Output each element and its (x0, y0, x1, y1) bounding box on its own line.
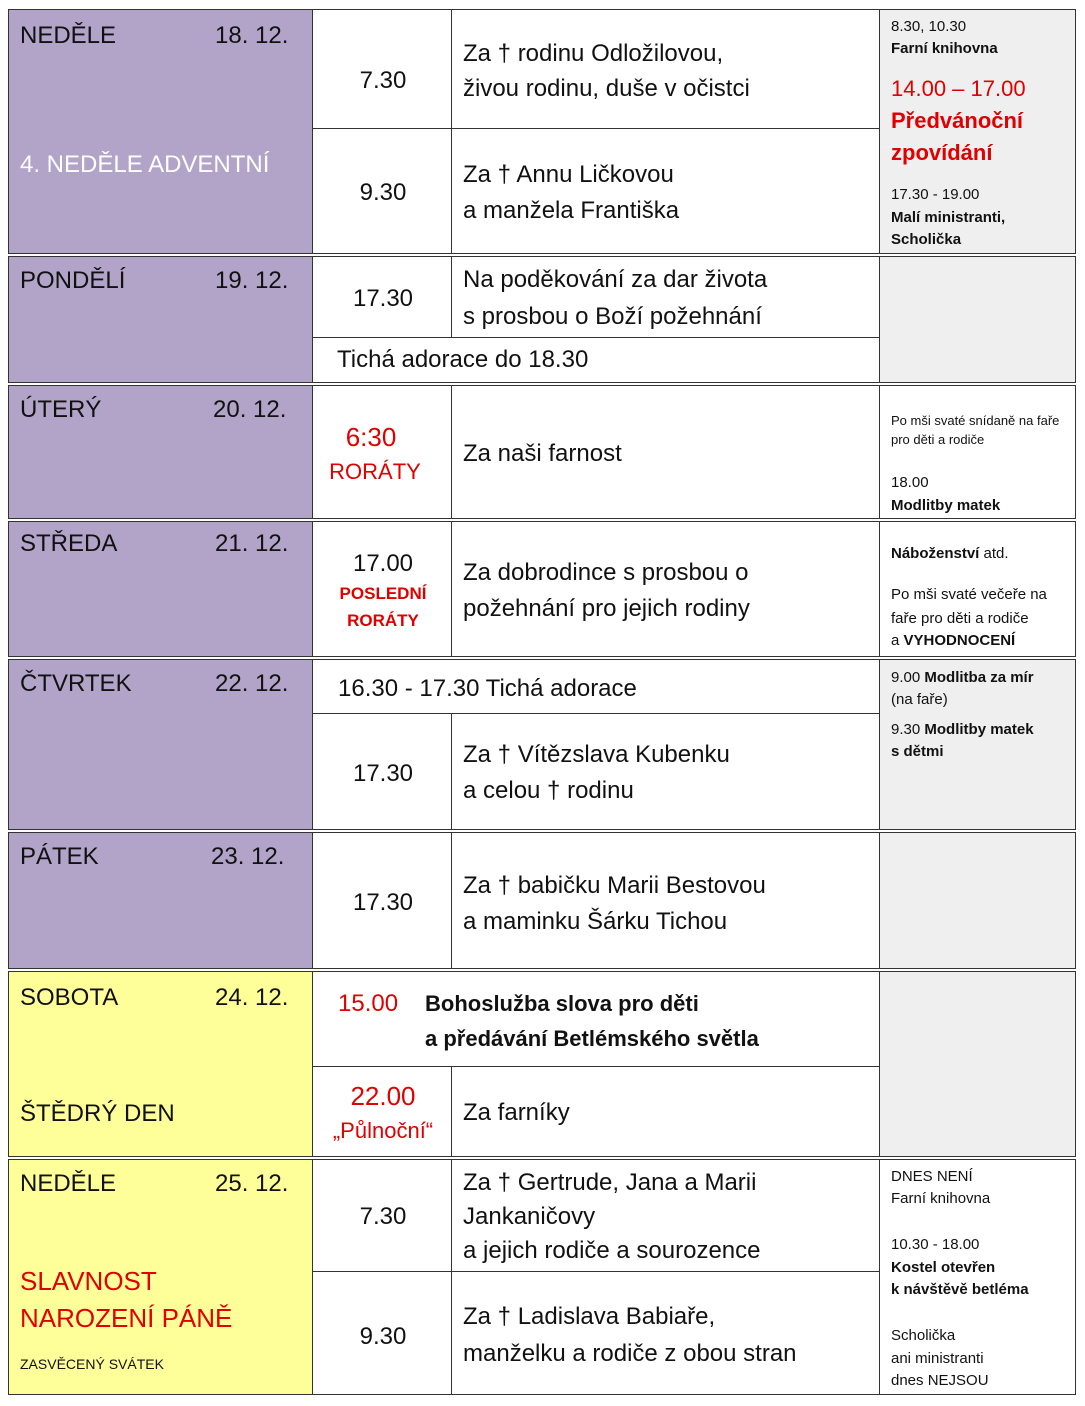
note: k návštěvě betléma (891, 1281, 1029, 1298)
mass-time-cell (312, 9, 452, 129)
mass-time-note: RORÁTY (329, 459, 421, 484)
adoration-text: 16.30 - 17.30 Tichá adorace (338, 675, 637, 702)
notes-cell (879, 521, 1076, 657)
notes-cell (879, 1159, 1076, 1395)
service-line: Bohoslužba slova pro děti (425, 991, 699, 1016)
mass-intention-cell (451, 128, 880, 254)
mass-time: 22.00 (350, 1081, 416, 1111)
mass-time-cell (312, 521, 452, 657)
note (891, 667, 1034, 689)
intention-line: s prosbou o Boží požehnání (463, 303, 762, 330)
mass-time: 7.30 (359, 67, 407, 94)
mass-time-note: POSLEDNÍ (339, 584, 427, 603)
note: pro děti a rodiče (891, 432, 985, 447)
note: s dětmi (891, 743, 944, 760)
day-cell-mon19 (8, 256, 313, 383)
mass-time-note: RORÁTY (347, 611, 419, 630)
note: 10.30 - 18.00 (891, 1236, 980, 1253)
mass-time: 9.30 (359, 1323, 407, 1350)
mass-time: 17.00 (352, 550, 414, 577)
note-bold: Náboženství (891, 545, 980, 562)
note-highlight: zpovídání (891, 140, 993, 165)
note-bold: Modlitba za mír (924, 669, 1034, 686)
note: Farní knihovna (891, 40, 998, 57)
note: (na faře) (891, 691, 948, 708)
adoration-cell (312, 659, 880, 714)
day-subtitle: 4. NEDĚLE ADVENTNÍ (20, 151, 270, 178)
day-name: PONDĚLÍ (20, 267, 126, 294)
note: 8.30, 10.30 (891, 18, 967, 35)
intention-line: Za † Ladislava Babiaře, (463, 1303, 716, 1330)
notes-cell (879, 9, 1076, 254)
intention-line: a jejich rodiče a sourozence (463, 1237, 761, 1264)
intention-line: Za † rodinu Odložilovou, (463, 40, 724, 67)
day-cell-sat24 (8, 971, 313, 1157)
intention-line: Za † Annu Ličkovou (463, 161, 674, 188)
day-subtitle: SLAVNOST (20, 1266, 157, 1296)
mass-time-cell (312, 1271, 452, 1395)
note: Modlitby matek (891, 497, 1001, 514)
notes-cell (879, 971, 1076, 1157)
intention-line: Jankaničovy (463, 1203, 596, 1230)
note: Po mši svaté večeře na (891, 586, 1047, 603)
day-subtitle: ŠTĚDRÝ DEN (20, 1100, 175, 1127)
day-name: ÚTERÝ (20, 396, 102, 423)
note (891, 630, 1015, 652)
day-cell-tue20 (8, 385, 313, 519)
day-cell-fri23 (8, 832, 313, 969)
day-date: 23. 12. (211, 843, 285, 870)
adoration-cell (312, 337, 880, 383)
note (891, 543, 1009, 565)
service-cell (312, 971, 880, 1067)
note: Scholička (891, 231, 962, 248)
intention-line: živou rodinu, duše v očistci (463, 75, 750, 102)
day-name: SOBOTA (20, 984, 119, 1011)
intention-line: manželku a rodiče z obou stran (463, 1340, 797, 1367)
note: Po mši svaté snídaně na faře (891, 413, 1060, 428)
mass-intention-cell (451, 713, 880, 830)
mass-intention-cell (451, 9, 880, 129)
note: faře pro děti a rodiče (891, 610, 1029, 627)
day-name: NEDĚLE (20, 1170, 117, 1197)
note-time: 9.30 (891, 721, 925, 738)
note: Malí ministranti, (891, 209, 1006, 226)
day-cell-thu22 (8, 659, 313, 830)
intention-line: a celou † rodinu (463, 777, 634, 804)
mass-time-cell (312, 713, 452, 830)
note-highlight: 14.00 – 17.00 (891, 76, 1026, 101)
notes-cell (879, 832, 1076, 969)
day-cell-wed21 (8, 521, 313, 657)
mass-intention-cell (451, 256, 880, 338)
day-cell-sun18 (8, 9, 313, 254)
note-bold: VYHODNOCENÍ (903, 632, 1016, 649)
day-name: STŘEDA (20, 530, 118, 557)
note-highlight: Předvánoční (891, 108, 1024, 133)
service-line: a předávání Betlémského světla (425, 1026, 759, 1051)
intention-line: Za † babičku Marii Bestovou (463, 872, 766, 899)
note: Scholička (891, 1327, 956, 1344)
mass-intention-cell (451, 521, 880, 657)
intention-line: Za † Gertrude, Jana a Marii (463, 1169, 757, 1196)
mass-time-cell (312, 832, 452, 969)
note: Kostel otevřen (891, 1259, 996, 1276)
note (891, 719, 1034, 741)
notes-cell (879, 385, 1076, 519)
mass-intention-cell (451, 832, 880, 969)
day-subtitle: NAROZENÍ PÁNĚ (20, 1303, 233, 1333)
intention-line: Za † Vítězslava Kubenku (463, 741, 730, 768)
mass-intention-cell (451, 1271, 880, 1395)
day-subtitle-small: ZASVĚCENÝ SVÁTEK (20, 1356, 164, 1372)
mass-time-cell (312, 1066, 452, 1157)
mass-time-cell (312, 128, 452, 254)
day-name: ČTVRTEK (20, 670, 132, 697)
mass-time: 17.30 (352, 760, 414, 787)
note: DNES NENÍ (891, 1168, 973, 1185)
notes-cell (879, 659, 1076, 830)
mass-intention-cell (451, 1066, 880, 1157)
mass-time: 17.30 (352, 285, 414, 312)
intention-line: a maminku Šárku Tichou (463, 908, 728, 935)
day-date: 24. 12. (215, 984, 289, 1011)
day-name: NEDĚLE (20, 22, 117, 49)
intention-line: Za farníky (463, 1099, 570, 1126)
day-cell-sun25 (8, 1159, 313, 1395)
day-date: 19. 12. (215, 267, 289, 294)
note-bold: Modlitby matek (924, 721, 1034, 738)
day-name: PÁTEK (20, 843, 99, 870)
adoration-text: Tichá adorace do 18.30 (337, 346, 589, 373)
mass-time-note: „Půlnoční“ (332, 1118, 434, 1143)
mass-time: 6:30 (345, 422, 397, 452)
mass-intention-cell (451, 385, 880, 519)
intention-line: a manžela Františka (463, 197, 680, 224)
day-date: 22. 12. (215, 670, 289, 697)
mass-time-cell (312, 385, 452, 519)
mass-time: 7.30 (359, 1203, 407, 1230)
note: dnes NEJSOU (891, 1372, 989, 1389)
day-date: 21. 12. (215, 530, 289, 557)
note-rest: atd. (979, 545, 1009, 562)
intention-line: Za naši farnost (463, 440, 622, 467)
mass-intention-cell (451, 1159, 880, 1272)
note-time: 9.00 (891, 669, 925, 686)
note: 17.30 - 19.00 (891, 186, 980, 203)
note: ani ministranti (891, 1350, 984, 1367)
mass-time-cell (312, 256, 452, 338)
intention-line: požehnání pro jejich rodiny (463, 595, 750, 622)
day-date: 20. 12. (213, 396, 287, 423)
notes-cell (879, 256, 1076, 383)
day-date: 18. 12. (215, 22, 289, 49)
mass-time-cell (312, 1159, 452, 1272)
note: Farní knihovna (891, 1190, 991, 1207)
intention-line: Na poděkování za dar života (463, 266, 768, 293)
mass-time: 17.30 (352, 889, 414, 916)
note: 18.00 (891, 474, 929, 491)
day-date: 25. 12. (215, 1170, 289, 1197)
note-prefix: a (891, 632, 904, 649)
service-time: 15.00 (338, 990, 399, 1017)
intention-line: Za dobrodince s prosbou o (463, 559, 749, 586)
mass-time: 9.30 (359, 179, 407, 206)
